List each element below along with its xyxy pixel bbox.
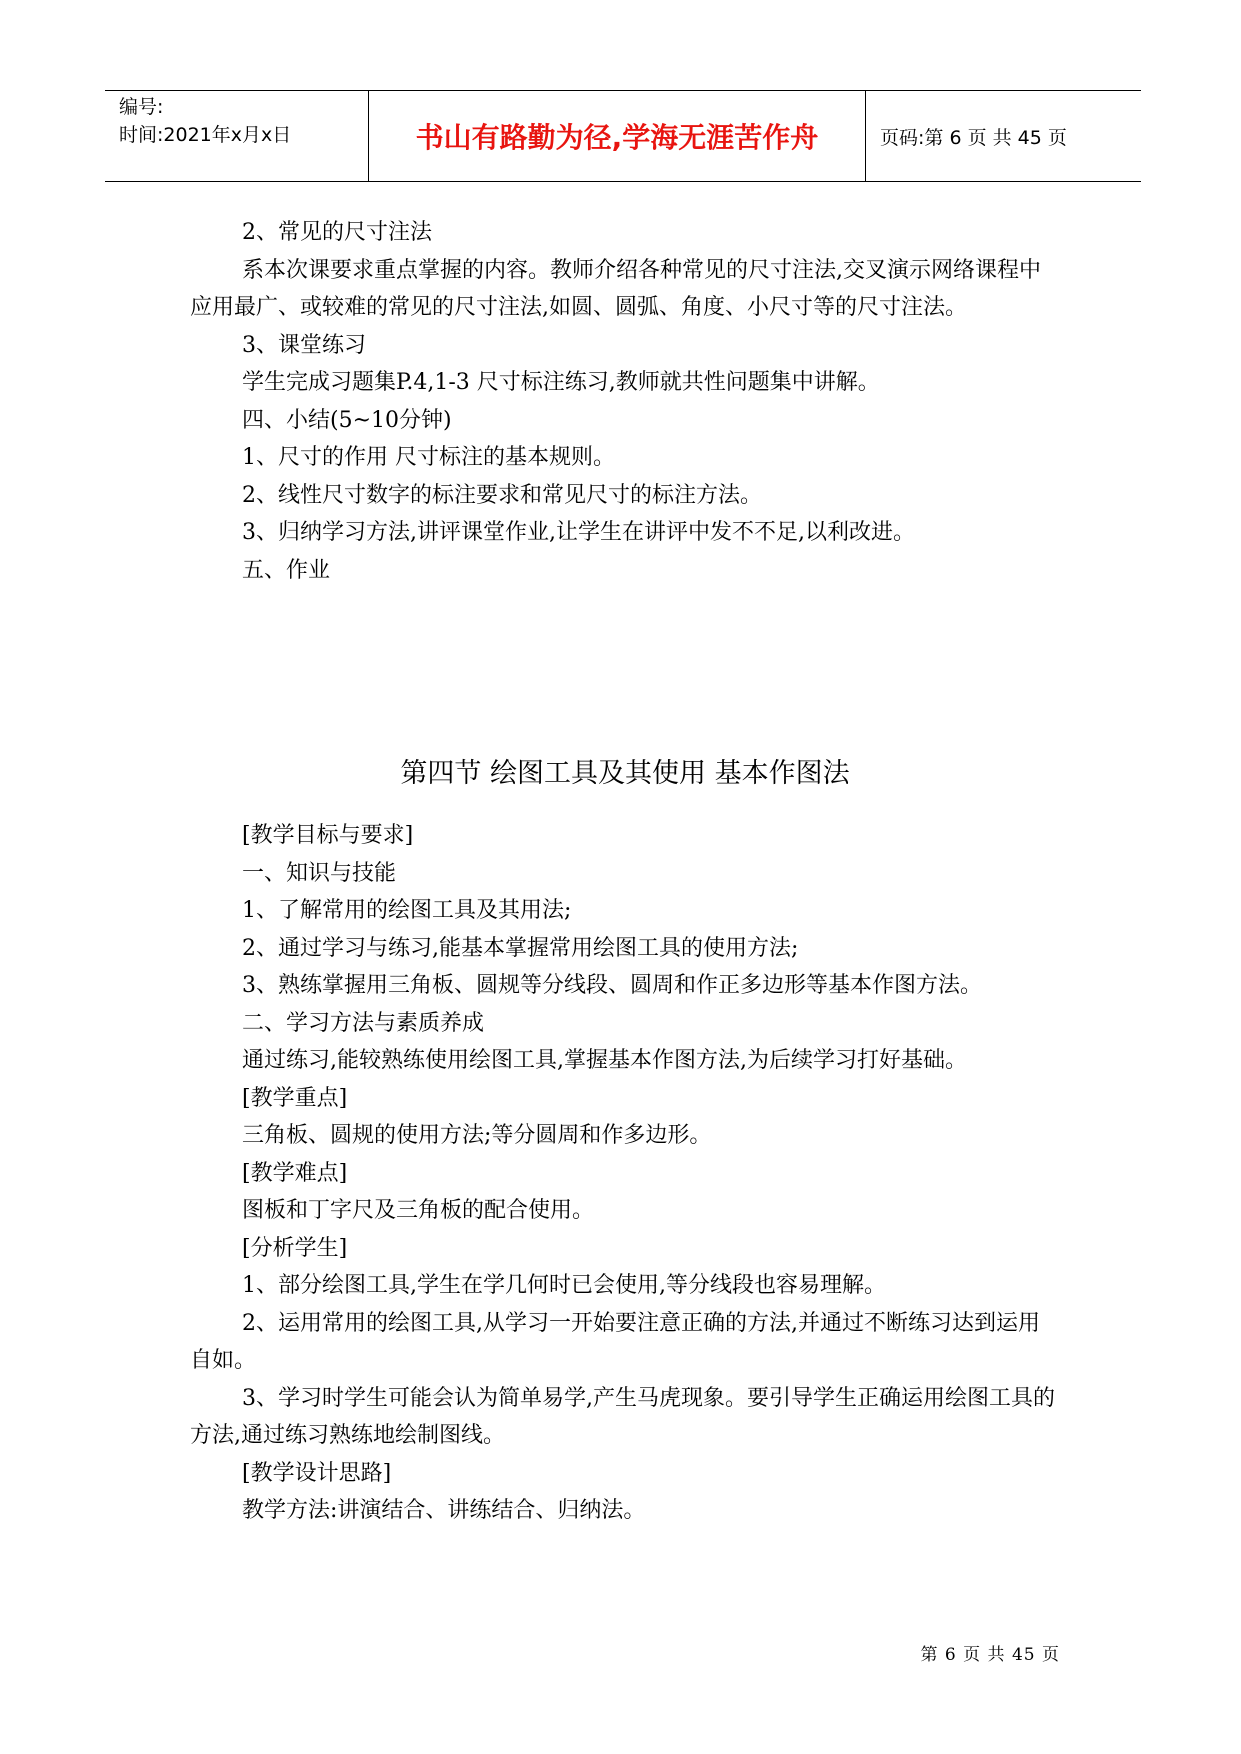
paragraph: 三角板、圆规的使用方法;等分圆周和作多边形。 <box>242 1123 712 1148</box>
paragraph: 2、通过学习与练习,能基本掌握常用绘图工具的使用方法; <box>242 935 799 961</box>
paragraph: 2、线性尺寸数字的标注要求和常见尺寸的标注方法。 <box>242 482 762 508</box>
paragraph: [教学设计思路] <box>242 1460 392 1486</box>
paragraph: 3、学习时学生可能会认为简单易学,产生马虎现象。要引导学生正确运用绘图工具的方法,通过练习熟练地绘制图线。 <box>190 1385 1055 1448</box>
page-header <box>105 90 1141 182</box>
paragraph: 2、运用常用的绘图工具,从学习一开始要注意正确的方法,并通过不断练习达到运用自如。 <box>190 1310 1040 1373</box>
paragraph: 四、小结(5~10分钟) <box>242 407 452 433</box>
paragraph: 五、作业 <box>242 557 331 583</box>
time-label: 时间:2021年x月x日 <box>119 124 292 146</box>
document-body <box>190 214 1060 1530</box>
paragraph: 教学方法:讲演结合、讲练结合、归纳法。 <box>242 1498 646 1523</box>
paragraph: 1、部分绘图工具,学生在学几何时已会使用,等分线段也容易理解。 <box>242 1273 886 1298</box>
paragraph: 通过练习,能较熟练使用绘图工具,掌握基本作图方法,为后续学习打好基础。 <box>242 1048 967 1073</box>
header-motto: 书山有路勤为径,学海无涯苦作舟 <box>369 91 866 181</box>
paragraph: [分析学生] <box>242 1235 348 1261</box>
paragraph: [教学重点] <box>242 1085 348 1111</box>
paragraph: [教学难点] <box>242 1160 348 1186</box>
paragraph: [教学目标与要求] <box>242 823 414 848</box>
paragraph: 二、学习方法与素质养成 <box>242 1010 485 1036</box>
paragraph: 1、了解常用的绘图工具及其用法; <box>242 898 572 923</box>
paragraph: 图板和丁字尺及三角板的配合使用。 <box>242 1198 595 1223</box>
paragraph: 3、归纳学习方法,讲评课堂作业,让学生在讲评中发不不足,以利改进。 <box>242 520 915 545</box>
paragraph: 一、知识与技能 <box>242 860 397 886</box>
paragraph: 学生完成习题集P.4,1-3 尺寸标注练习,教师就共性问题集中讲解。 <box>242 370 880 395</box>
section-spacer <box>190 589 1060 753</box>
header-meta <box>105 91 369 181</box>
number-label: 编号: <box>119 96 164 118</box>
paragraph: 3、熟练掌握用三角板、圆规等分线段、圆周和作正多边形等基本作图方法。 <box>242 973 982 998</box>
paragraph: 系本次课要求重点掌握的内容。教师介绍各种常见的尺寸注法,交叉演示网络课程中应用最广、或较难的常见的尺寸注法,如圆、圆弧、角度、小尺寸等的尺寸注法。 <box>190 257 1041 320</box>
paragraph: 2、常见的尺寸注法 <box>242 220 432 245</box>
section-title: 第四节 绘图工具及其使用 基本作图法 <box>400 758 850 789</box>
header-page-info: 页码:第 6 页 共 45 页 <box>880 126 1067 149</box>
paragraph: 3、课堂练习 <box>242 332 366 358</box>
title-gap <box>190 795 1060 817</box>
page-footer: 第 6 页 共 45 页 <box>920 1645 1060 1665</box>
paragraph: 1、尺寸的作用 尺寸标注的基本规则。 <box>242 445 615 470</box>
